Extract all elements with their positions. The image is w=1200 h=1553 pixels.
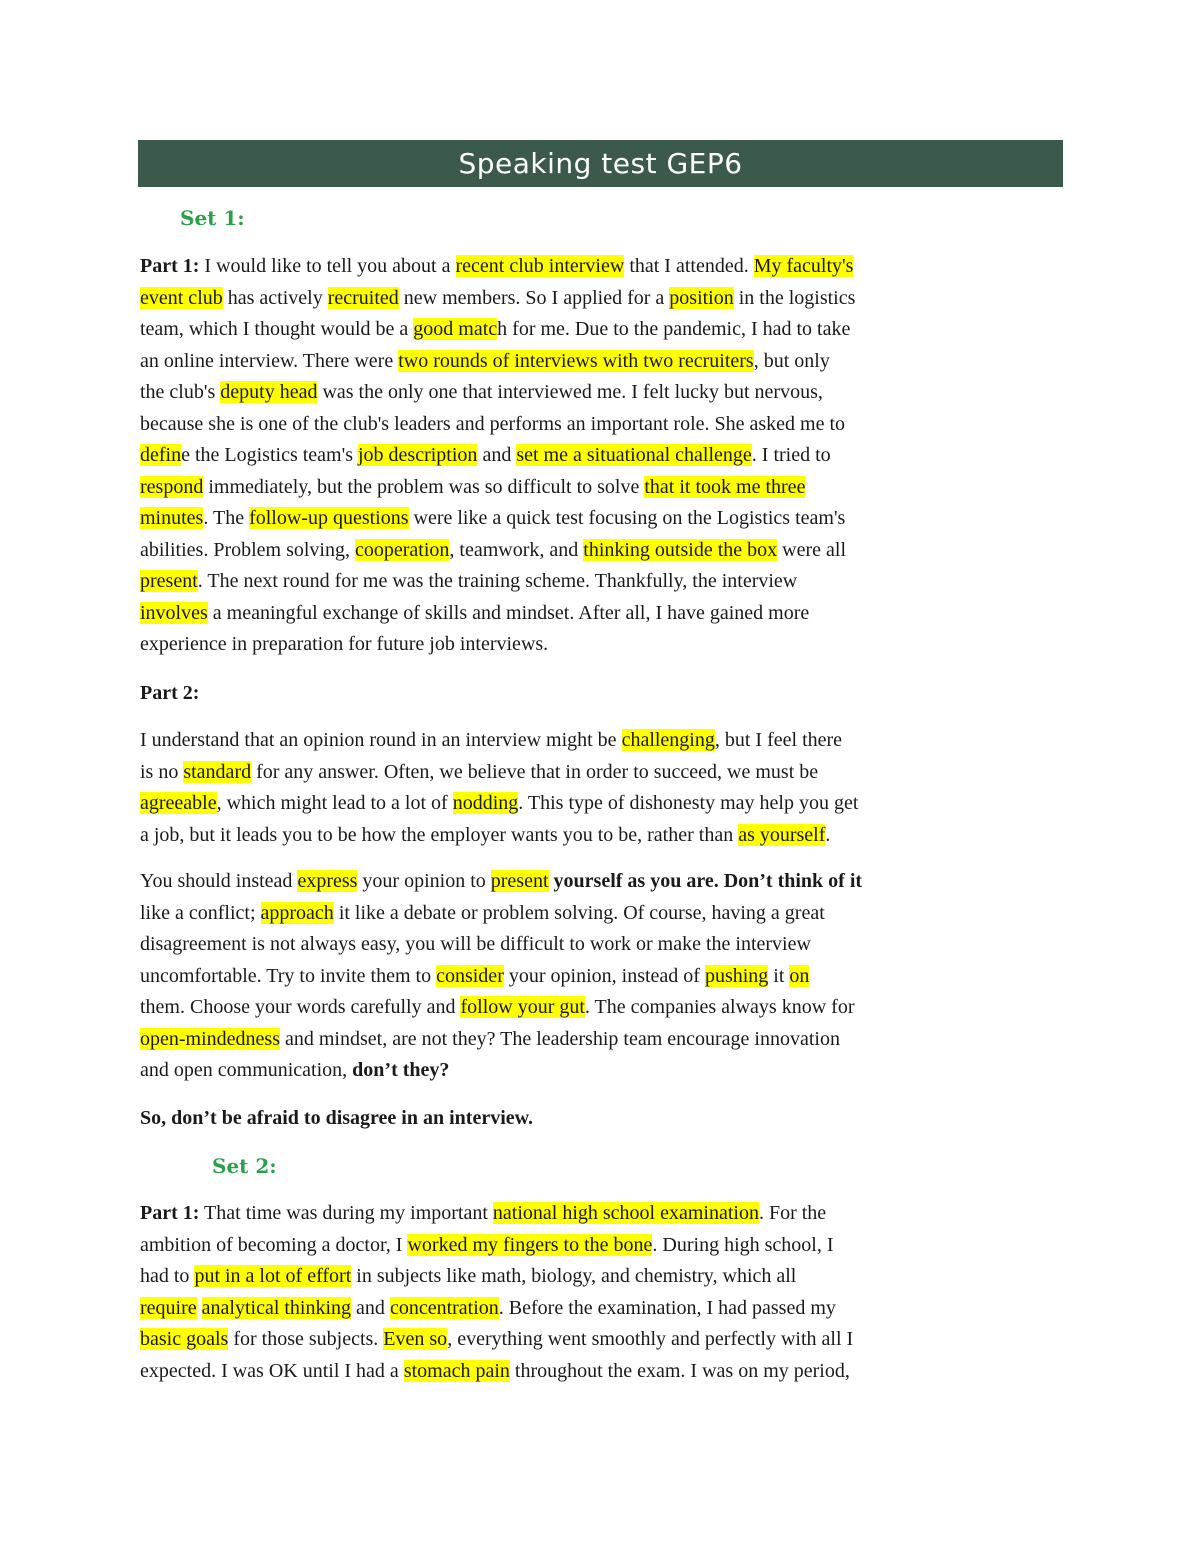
- highlight: My faculty's: [753, 255, 854, 277]
- highlight: open-mindedness: [140, 1027, 280, 1050]
- highlight: cooperation: [355, 538, 450, 561]
- highlight: concentration: [389, 1296, 499, 1319]
- highlight: approach: [260, 901, 334, 924]
- highlight: good matc: [413, 318, 498, 340]
- part-label: Part 2:: [140, 682, 200, 704]
- highlight: set me a situational challenge: [516, 444, 752, 466]
- highlight: follow-up questions: [249, 507, 409, 529]
- highlight: require: [140, 1296, 197, 1319]
- set-2-heading: Set 2:: [212, 1154, 277, 1178]
- highlight: Even so: [383, 1328, 448, 1350]
- highlight: stomach pain: [403, 1359, 510, 1382]
- highlight: analytical thinking: [201, 1296, 352, 1319]
- highlight: put in a lot of effort: [194, 1265, 352, 1287]
- highlight: express: [297, 870, 358, 892]
- highlight: consider: [436, 964, 504, 987]
- highlight: agreeable: [140, 792, 217, 814]
- highlight: recent club interview: [455, 255, 625, 277]
- highlight: that it took me three: [644, 475, 806, 498]
- highlight: present: [140, 570, 198, 592]
- highlight: present: [490, 870, 549, 892]
- highlight: worked my fingers to the bone: [407, 1233, 653, 1256]
- highlight: deputy head: [220, 381, 318, 403]
- highlight: national high school examination: [492, 1202, 759, 1224]
- highlight: minutes: [140, 507, 204, 529]
- set-2-part-1-paragraph: Part 1: That time was during my important national high school examination. For the ambition of becoming a doctor, I worked my fingers to the bone. During high school, I had to put in a lot of effort in subjects like math, biology, and chemistry, which all require analytical thinking and concentration. Before the examination, I had passed my basic goals for those subjects. Even so, everything went smoothly and perfectly with all I expected. I was OK until I had a stomach pain throughout the exam. I was on my period,: [140, 1202, 854, 1382]
- page-title: Speaking test GEP6: [458, 147, 743, 180]
- set-1-heading: Set 1:: [180, 206, 245, 230]
- highlight: event club: [140, 286, 223, 309]
- highlight: basic goals: [140, 1328, 229, 1350]
- part-label: Part 1:: [140, 1202, 200, 1224]
- highlight: on: [789, 964, 810, 987]
- set-1-part-1-paragraph: Part 1: I would like to tell you about a recent club interview that I attended. My faculty's event club has actively recruited new members. So I applied for a position in the logistics team, which I thought would be a good match for me. Due to the pandemic, I had to take an online interview. There were two rounds of interviews with two recruiters, but only the club's deputy head was the only one that interviewed me. I felt lucky but nervous, because she is one of the club's leaders and performs an important role. She asked me to define the Logistics team's job description and set me a situational challenge. I tried to respond immediately, but the problem was so difficult to solve that it took me three minutes. The follow-up questions were like a quick test focusing on the Logistics team's abilities. Problem solving, cooperation, teamwork, and thinking outside the box were all present. The next round for me was the training scheme. Thankfully, the interview involves a meaningful exchange of skills and mindset. After all, I have gained more experience in preparation for future job interviews.: [140, 255, 856, 655]
- highlight: follow your gut: [460, 996, 585, 1018]
- title-banner: [138, 140, 1063, 187]
- highlight: challenging: [621, 729, 715, 751]
- highlight: thinking outside the box: [583, 538, 778, 561]
- highlight: job description: [358, 444, 478, 466]
- highlight: pushing: [704, 964, 769, 987]
- highlight: respond: [140, 475, 204, 498]
- highlight: position: [669, 286, 734, 309]
- highlight: recruited: [327, 286, 399, 309]
- set-1-part-2-closing: So, don’t be afraid to disagree in an interview.: [140, 1107, 533, 1129]
- highlight: defin: [140, 444, 182, 466]
- highlight: standard: [183, 760, 252, 783]
- part-label: Part 1:: [140, 255, 200, 277]
- highlight: involves: [140, 601, 208, 624]
- set-1-part-2-paragraph-2: You should instead express your opinion to present yourself as you are. Don’t think of it like a conflict; approach it like a debate or problem solving. Of course, having a great disagreement is not always easy, you will be difficult to work or make the interview uncomfortable. Try to invite them to consider your opinion, instead of pushing it on them. Choose your words carefully and follow your gut. The companies always know for open-mindedness and mindset, are not they? The leadership team encourage innovation and open communication, don’t they?: [140, 870, 863, 1081]
- highlight: nodding: [452, 792, 519, 814]
- highlight: as yourself: [738, 823, 826, 846]
- set-1-part-2-paragraph-1: I understand that an opinion round in an interview might be challenging, but I feel there is no standard for any answer. Often, we believe that in order to succeed, we must be agreeable, which might lead to a lot of nodding. This type of dishonesty may help you get a job, but it leads you to be how the employer wants you to be, rather than as yourself.: [140, 729, 859, 846]
- set-1-part-2-heading: [140, 678, 1065, 710]
- highlight: two rounds of interviews with two recruiters: [398, 349, 754, 372]
